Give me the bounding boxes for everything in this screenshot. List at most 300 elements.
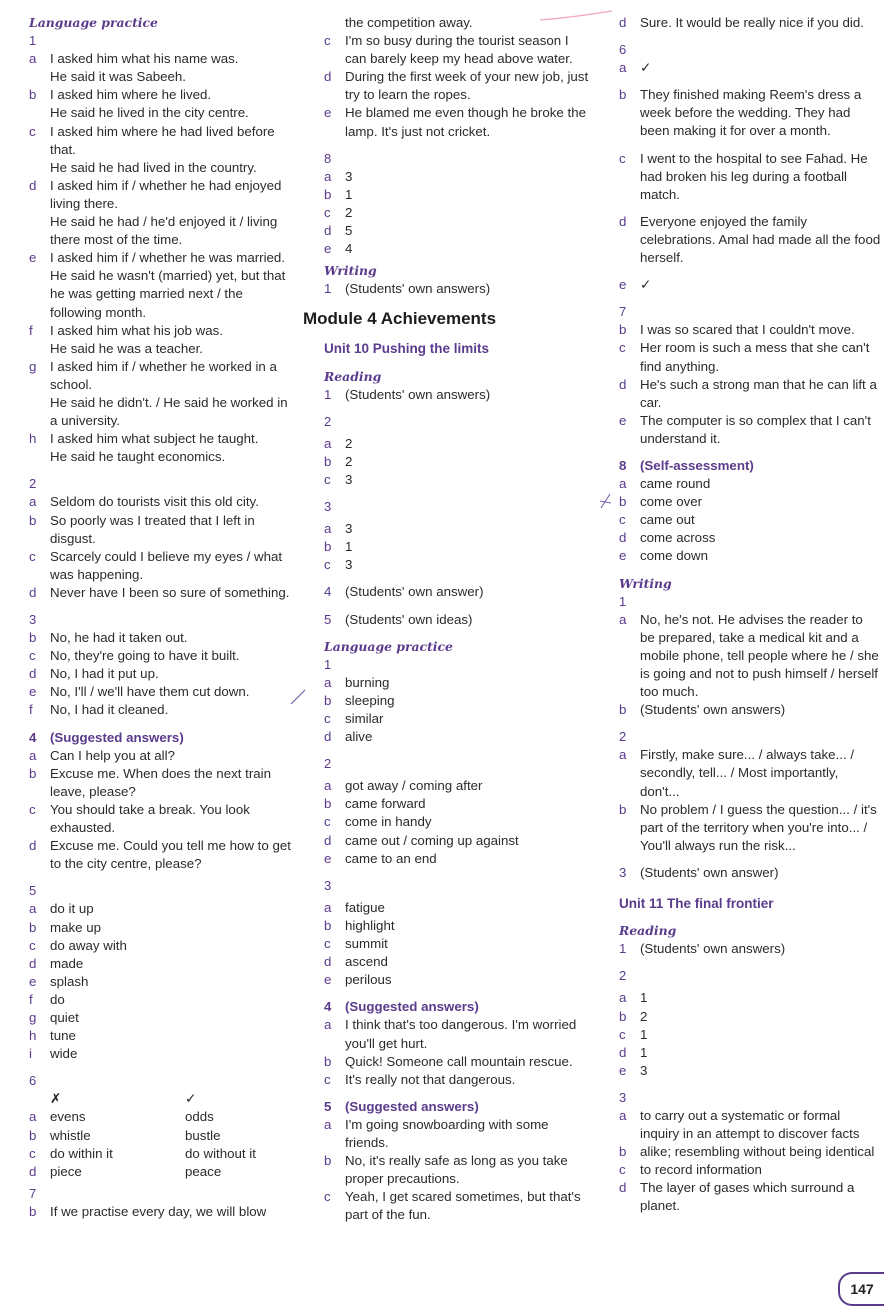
- list-item: [619, 1044, 881, 1062]
- list-item: [29, 1009, 291, 1027]
- answer-text: Excuse me. Could you tell me how to get to the city centre, please?: [50, 838, 291, 872]
- answer-list: [29, 493, 291, 602]
- list-item: [29, 267, 291, 321]
- list-item: [619, 1107, 881, 1143]
- item-letter: d: [619, 213, 627, 229]
- item-letter: d: [29, 666, 37, 682]
- answer-text: 1: [345, 186, 353, 202]
- item-letter: [29, 340, 50, 358]
- item-letter: e: [324, 850, 332, 866]
- answer-text: 3: [345, 471, 353, 487]
- list-item: [324, 104, 589, 140]
- item-letter: a: [324, 778, 332, 794]
- answer-text: He said he lived in the city centre.: [50, 105, 249, 121]
- answer-list: [29, 747, 291, 874]
- answer-text: No, he had it taken out.: [50, 630, 188, 646]
- list-item: [324, 1016, 589, 1052]
- answer-text: 4: [345, 241, 353, 257]
- list-item: [619, 1008, 881, 1026]
- list-item: [324, 32, 589, 68]
- list-item: [619, 1062, 881, 1080]
- item-letter: a: [29, 51, 37, 67]
- answer-text: I'm going snowboarding with some friends.: [345, 1116, 549, 1150]
- answer-text: 1: [640, 990, 648, 1006]
- list-item: [29, 747, 291, 765]
- answer-text: He said he had lived in the country.: [50, 159, 257, 175]
- answer-list: [324, 1016, 589, 1088]
- answer-list: [619, 746, 881, 855]
- list-item: [324, 222, 589, 240]
- answer-text: It's really not that dangerous.: [345, 1071, 516, 1087]
- list-item: [324, 538, 589, 556]
- answer-text: highlight: [345, 917, 395, 933]
- list-item: [29, 249, 291, 267]
- answer-text: burning: [345, 674, 390, 690]
- column-2: [303, 14, 589, 1224]
- question-number: 5: [324, 1098, 332, 1114]
- right-word: bustle: [185, 1127, 221, 1143]
- item-letter: b: [324, 796, 332, 812]
- list-item: [619, 611, 881, 701]
- answer-text: No, I had it cleaned.: [50, 702, 169, 718]
- list-item: [29, 919, 291, 937]
- section-heading-writing: Writing: [324, 263, 377, 279]
- answer-text: 2: [345, 435, 353, 451]
- list-item: [324, 674, 589, 692]
- item-letter: f: [29, 702, 33, 718]
- list-item: [324, 583, 589, 601]
- question-heading: [29, 729, 291, 747]
- answer-text: Her room is such a mess that she can't find anything.: [640, 340, 870, 374]
- answer-text: perilous: [345, 972, 392, 988]
- section-heading-reading: Reading: [324, 368, 382, 384]
- item-letter: e: [324, 241, 332, 257]
- list-item: [324, 556, 589, 574]
- answer-text: sleeping: [345, 692, 395, 708]
- question-number: 5: [29, 883, 37, 899]
- item-letter: d: [324, 223, 332, 239]
- list-item: [324, 68, 589, 104]
- list-item: [324, 280, 589, 298]
- answer-text: Everyone enjoyed the family celebrations. Amal had made all the food herself.: [640, 213, 881, 266]
- answer-text: Scarcely could I believe my eyes / what was happening.: [50, 548, 283, 582]
- answer-text: I'm so busy during the tourist season I can barely keep my head above water.: [345, 33, 573, 67]
- item-letter: [29, 267, 50, 321]
- answer-text: alive: [345, 729, 373, 745]
- answer-text: come in handy: [345, 814, 432, 830]
- list-item: [29, 701, 291, 719]
- answer-list: [324, 168, 589, 258]
- answer-list: [619, 989, 881, 1079]
- check-icon: ✓: [640, 60, 652, 76]
- list-item: [324, 1116, 589, 1152]
- answer-text: came out: [640, 512, 695, 528]
- item-letter: b: [29, 512, 37, 528]
- answer-text: summit: [345, 936, 388, 952]
- answer-text: 3: [640, 1062, 648, 1078]
- item-letter: e: [324, 105, 332, 121]
- list-item: [619, 14, 881, 32]
- item-letter: c: [619, 340, 626, 356]
- unit-title: Unit 10 Pushing the limits: [324, 341, 490, 357]
- answer-text: Yeah, I get scared sometimes, but that's part of the fun.: [345, 1189, 581, 1223]
- item-letter: b: [29, 630, 37, 646]
- item-letter: h: [29, 1028, 37, 1044]
- list-item: [324, 1152, 589, 1188]
- answer-list: [619, 14, 881, 32]
- item-letter: a: [324, 435, 332, 451]
- item-letter: a: [619, 990, 627, 1006]
- answer-text: make up: [50, 919, 101, 935]
- item-letter: b: [29, 1127, 37, 1143]
- table-row: [29, 1108, 291, 1126]
- question-number: 2: [619, 729, 627, 745]
- item-letter: f: [29, 991, 33, 1007]
- list-item: [29, 1027, 291, 1045]
- list-item: [619, 801, 881, 855]
- column-3: [619, 14, 881, 1216]
- answer-list: [324, 674, 589, 746]
- question-title: (Self-assessment): [640, 457, 754, 473]
- list-item: [29, 213, 291, 249]
- item-letter: c: [619, 150, 626, 166]
- item-letter: d: [29, 838, 37, 854]
- list-item: [29, 584, 291, 602]
- item-letter: c: [619, 1026, 626, 1042]
- answer-text: come over: [640, 494, 703, 510]
- answer-text: came forward: [345, 796, 426, 812]
- item-letter: [324, 14, 345, 32]
- list-item: [29, 937, 291, 955]
- item-letter: b: [29, 765, 37, 781]
- list-item: [324, 520, 589, 538]
- section-heading-language-practice: Language practice: [324, 638, 453, 654]
- item-letter: a: [324, 521, 332, 537]
- answer-list: [324, 899, 589, 989]
- question-number: 3: [324, 499, 332, 515]
- answer-list: [324, 435, 589, 489]
- question-number: 3: [29, 612, 37, 627]
- item-letter: c: [29, 1145, 36, 1161]
- item-letter: c: [324, 711, 331, 726]
- list-item: [619, 321, 881, 339]
- cross-icon: ✗: [50, 1091, 62, 1107]
- answer-text: (Students' own answer): [345, 584, 484, 600]
- answer-text: came to an end: [345, 850, 437, 866]
- list-item: [324, 953, 589, 971]
- answer-text: He said he taught economics.: [50, 449, 226, 465]
- answer-list: [29, 629, 291, 719]
- question-number: 4: [29, 729, 37, 745]
- list-item: [29, 493, 291, 511]
- answer-text: No, they're going to have it built.: [50, 648, 240, 664]
- answer-list: [619, 1107, 881, 1216]
- answer-text: No, I had it put up.: [50, 666, 159, 682]
- answer-text: (Students' own answers): [640, 702, 786, 718]
- list-item: [29, 991, 291, 1009]
- list-item: [29, 50, 291, 68]
- list-item: [29, 448, 291, 466]
- item-letter: b: [324, 539, 332, 555]
- answer-text: 3: [345, 168, 353, 184]
- item-letter: c: [324, 814, 331, 830]
- item-letter: a: [29, 901, 37, 917]
- check-icon: ✓: [185, 1091, 197, 1107]
- answer-text: similar: [345, 711, 384, 726]
- answer-text: Quick! Someone call mountain rescue.: [345, 1053, 573, 1069]
- item-letter: c: [29, 937, 36, 953]
- answer-list: [619, 59, 881, 294]
- list-item: [29, 1045, 291, 1063]
- item-letter: b: [619, 801, 627, 817]
- question-number: 7: [619, 304, 627, 320]
- question-number: 1: [619, 593, 627, 609]
- item-letter: c: [324, 471, 331, 487]
- list-item: [324, 692, 589, 710]
- answer-text: During the first week of your new job, just try to learn the ropes.: [345, 69, 589, 103]
- question-heading: [324, 1098, 589, 1116]
- list-item: [324, 728, 589, 746]
- item-letter: c: [29, 648, 36, 664]
- item-letter: d: [324, 69, 332, 85]
- answer-text: Seldom do tourists visit this old city.: [50, 494, 259, 510]
- list-item: [619, 213, 881, 267]
- list-item: [619, 746, 881, 800]
- answer-text: ascend: [345, 954, 388, 970]
- item-letter: d: [324, 729, 332, 745]
- table-row: [29, 1163, 291, 1181]
- pen-mark-tick: [598, 492, 614, 510]
- answer-text: The computer is so complex that I can't understand it.: [640, 412, 871, 446]
- item-letter: c: [29, 548, 36, 564]
- list-item: [29, 665, 291, 683]
- item-letter: b: [324, 1053, 332, 1069]
- item-letter: c: [324, 936, 331, 952]
- question-number: 3: [619, 864, 627, 880]
- item-letter: a: [29, 1109, 37, 1125]
- list-item: [29, 765, 291, 801]
- list-item: [29, 647, 291, 665]
- page-number: 147: [838, 1272, 884, 1306]
- right-word: do without it: [185, 1145, 256, 1161]
- answer-text: Sure. It would be really nice if you did.: [640, 15, 864, 30]
- item-letter: e: [324, 972, 332, 988]
- table-row: [29, 1145, 291, 1163]
- item-letter: c: [324, 557, 331, 573]
- answer-text: He said he wasn't (married) yet, but that he was getting married next / the following month.: [50, 268, 286, 320]
- answer-text: If we practise every day, we will blow: [50, 1203, 267, 1219]
- section-heading-reading: Reading: [619, 923, 677, 939]
- list-item: [619, 86, 881, 140]
- item-letter: a: [619, 60, 627, 76]
- item-letter: a: [29, 747, 37, 763]
- answer-list: [29, 1203, 291, 1221]
- question-number: 3: [324, 877, 332, 893]
- answer-text: No, he's not. He advises the reader to be prepared, take a medical kit and a mobile phone, tell people where he / she is going and not to push himself / herself too much.: [640, 611, 879, 700]
- answer-text: I think that's too dangerous. I'm worried you'll get hurt.: [345, 1017, 577, 1051]
- list-item: [29, 512, 291, 548]
- list-item: [619, 493, 881, 511]
- question-number: 5: [324, 611, 332, 627]
- answer-text: 3: [345, 557, 353, 573]
- question-title: (Suggested answers): [50, 729, 184, 745]
- answer-text: He said it was Sabeeh.: [50, 69, 187, 85]
- answer-text: You should take a break. You look exhausted.: [50, 801, 250, 836]
- list-item: [29, 1203, 291, 1221]
- answer-text: Can I help you at all?: [50, 747, 175, 763]
- list-item: [324, 240, 589, 258]
- question-number: 1: [324, 386, 332, 402]
- answer-text: (Students' own answer): [640, 864, 779, 880]
- list-item: [619, 276, 881, 294]
- answer-text: I asked him what his job was.: [50, 322, 223, 338]
- item-letter: d: [324, 832, 332, 848]
- answer-text: 5: [345, 223, 353, 239]
- list-item: [29, 86, 291, 104]
- list-item: [29, 358, 291, 394]
- answer-text: fatigue: [345, 899, 385, 915]
- question-title: (Suggested answers): [345, 1098, 479, 1114]
- list-item: [619, 376, 881, 412]
- question-number: 2: [29, 476, 37, 492]
- list-item: [619, 1026, 881, 1044]
- answer-text: He said he was a teacher.: [50, 340, 204, 356]
- question-title: (Suggested answers): [345, 999, 479, 1015]
- question-heading: [619, 457, 881, 475]
- list-item: [324, 971, 589, 989]
- question-number: 4: [324, 584, 332, 600]
- question-number: 1: [29, 33, 37, 49]
- item-letter: h: [29, 431, 37, 447]
- list-item: [619, 339, 881, 375]
- item-letter: f: [29, 322, 33, 338]
- list-item: [29, 801, 291, 837]
- answer-list: [29, 50, 291, 466]
- item-letter: b: [619, 494, 627, 510]
- item-letter: g: [29, 1009, 37, 1025]
- answer-text: Never have I been so sure of something.: [50, 584, 290, 600]
- question-number: 8: [324, 150, 332, 166]
- answer-text: Firstly, make sure... / always take... / secondly, tell... / Most importantly, don't...: [640, 747, 855, 799]
- wrong-word: evens: [50, 1109, 86, 1125]
- list-item: [29, 68, 291, 86]
- section-heading-language-practice: Language practice: [29, 15, 158, 30]
- answer-text: the competition away.: [345, 15, 473, 30]
- list-item: [324, 1053, 589, 1071]
- list-item: [324, 777, 589, 795]
- item-letter: d: [619, 15, 627, 30]
- list-item: [324, 453, 589, 471]
- question-number: 2: [619, 968, 627, 984]
- item-letter: e: [29, 250, 37, 266]
- table-row: [29, 1127, 291, 1145]
- pair-table: [29, 1108, 291, 1180]
- item-letter: c: [29, 123, 36, 139]
- answer-text: do: [50, 991, 65, 1007]
- item-letter: b: [324, 692, 332, 708]
- question-number: 4: [324, 999, 332, 1015]
- item-letter: e: [29, 973, 37, 989]
- list-item: [619, 511, 881, 529]
- item-letter: e: [619, 1062, 627, 1078]
- answer-text: I asked him what subject he taught.: [50, 431, 259, 447]
- item-letter: d: [619, 1180, 627, 1196]
- list-item: [29, 394, 291, 430]
- answer-text: I asked him if / whether he had enjoyed living there.: [50, 177, 282, 211]
- item-letter: c: [619, 1162, 626, 1178]
- answer-text: to carry out a systematic or formal inquiry in an attempt to discover facts: [640, 1107, 860, 1142]
- pen-mark-tick: [288, 686, 310, 708]
- right-word: peace: [185, 1163, 222, 1179]
- answer-text: do away with: [50, 937, 127, 953]
- list-item: [324, 435, 589, 453]
- question-number: 6: [619, 42, 627, 58]
- list-item: [29, 900, 291, 918]
- answer-text: (Students' own ideas): [345, 611, 473, 627]
- list-item: [324, 813, 589, 831]
- answer-text: He blamed me even though he broke the lamp. It's just not cricket.: [345, 105, 586, 139]
- question-number: 7: [29, 1185, 37, 1201]
- answer-text: (Students' own answers): [345, 281, 491, 297]
- answer-text: (Students' own answers): [345, 386, 491, 402]
- item-letter: g: [29, 358, 37, 374]
- answer-list: [324, 1116, 589, 1225]
- answer-text: I was so scared that I couldn't move.: [640, 322, 855, 338]
- answer-text: So poorly was I treated that I left in disgust.: [50, 512, 255, 546]
- check-icon: ✓: [640, 277, 652, 293]
- list-item: [29, 123, 291, 159]
- item-letter: a: [619, 476, 627, 492]
- answer-list: [324, 14, 589, 141]
- list-item: [619, 475, 881, 493]
- answer-text: 2: [345, 204, 353, 220]
- list-item: [29, 548, 291, 584]
- list-item: [29, 340, 291, 358]
- item-letter: b: [619, 322, 627, 338]
- item-letter: e: [619, 412, 627, 428]
- item-letter: a: [619, 747, 627, 763]
- item-letter: c: [29, 801, 36, 817]
- item-letter: a: [324, 1017, 332, 1033]
- list-item: [29, 430, 291, 448]
- answer-list: [619, 475, 881, 565]
- list-item: [619, 412, 881, 448]
- item-letter: a: [619, 611, 627, 627]
- pen-mark-top: [538, 8, 618, 26]
- question-number: 3: [619, 1089, 627, 1105]
- answer-list: [324, 777, 589, 867]
- question-number: 2: [324, 756, 332, 772]
- answer-text: came out / coming up against: [345, 832, 519, 848]
- answer-text: No problem / I guess the question... / it's part of the territory when you're into... / You'll always run the risk...: [640, 801, 877, 853]
- list-item: [324, 386, 589, 404]
- list-item: [29, 683, 291, 701]
- wrong-word: do within it: [50, 1145, 113, 1161]
- answer-text: came round: [640, 476, 711, 492]
- answer-list: [324, 520, 589, 574]
- list-item: [324, 899, 589, 917]
- list-item: [619, 701, 881, 719]
- answer-text: quiet: [50, 1009, 79, 1025]
- list-item: [29, 629, 291, 647]
- wrong-word: whistle: [50, 1127, 91, 1143]
- list-item: [324, 611, 589, 629]
- list-item: [619, 940, 881, 958]
- item-letter: [29, 394, 50, 430]
- item-letter: b: [619, 1008, 627, 1024]
- question-number: 1: [324, 281, 332, 297]
- list-item: [324, 935, 589, 953]
